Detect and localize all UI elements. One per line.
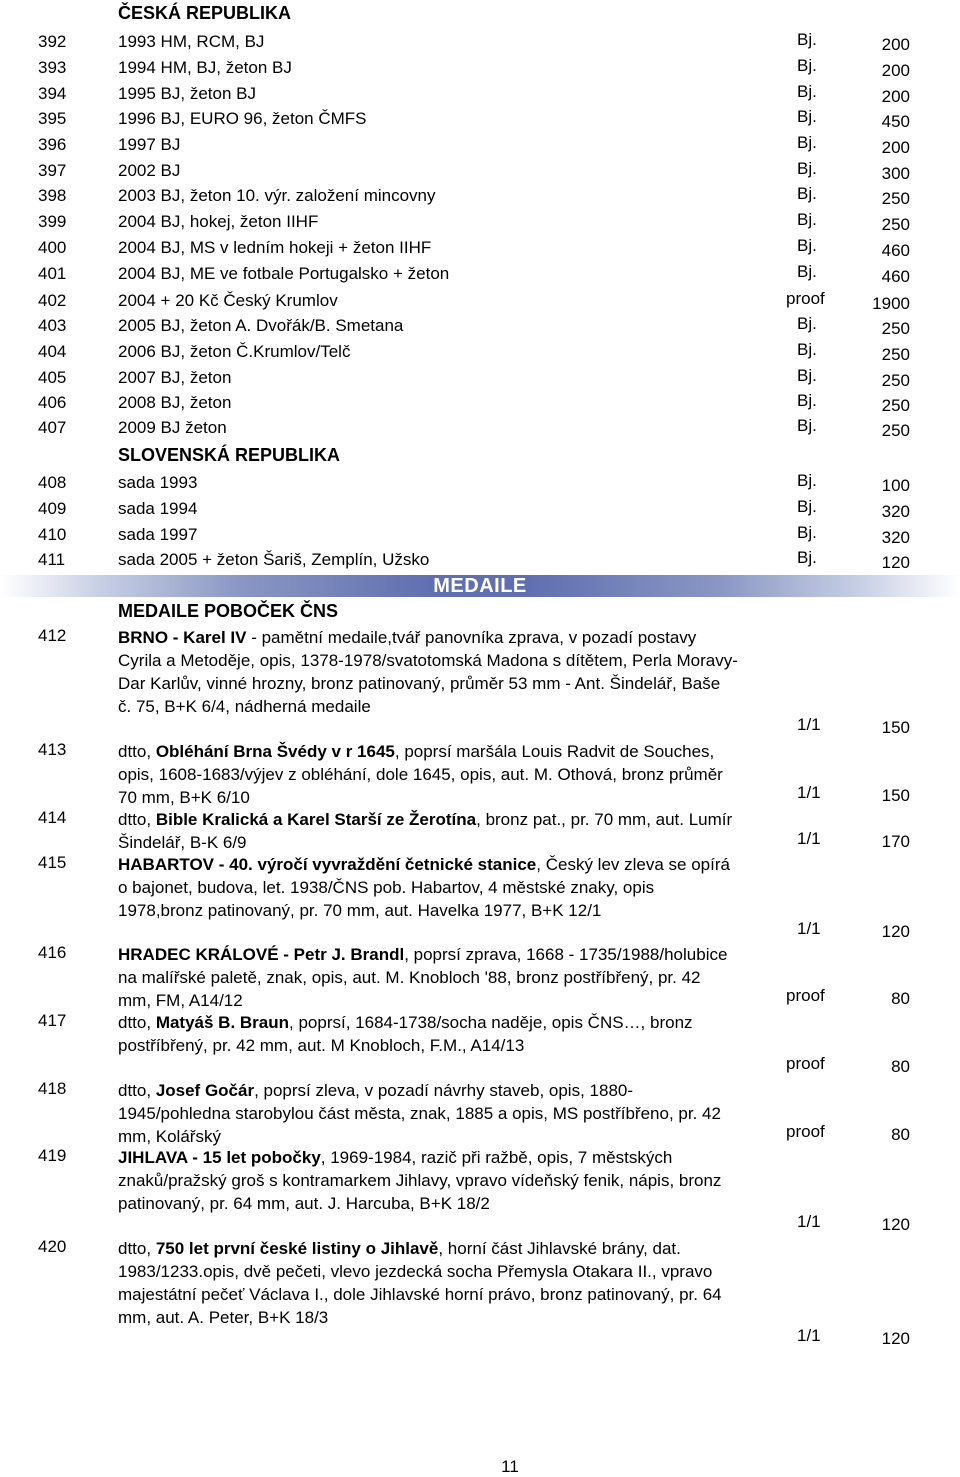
- lot-description: 1997 BJ: [118, 135, 181, 154]
- lot-description: [118, 626, 738, 718]
- lot-price: 320: [881, 528, 910, 547]
- lot-description: [118, 1011, 738, 1057]
- lot-number: 410: [38, 525, 67, 544]
- lot-grade: Bj.: [797, 262, 817, 281]
- lot-number: 393: [38, 58, 67, 77]
- description-part: , horní část Jihlavské brány, dat. 1983/1233.opis, dvě pečeti, vlevo jezdecká socha Přemysla Otakara II., vpravo majestátní pečeť Václava I., dole Jihlavské horní právo, bronz patinovaný, pr. 64 mm, aut. A. Peter, B+K 18/3: [118, 1239, 722, 1327]
- lot-grade: Bj.: [797, 497, 817, 516]
- lot-grade: Bj.: [797, 471, 817, 490]
- lot-description: [118, 943, 738, 1012]
- catalog-row: [0, 548, 960, 573]
- lot-grade: Bj.: [797, 391, 817, 410]
- lot-description: [118, 853, 738, 922]
- lot-number: 419: [38, 1146, 67, 1165]
- lot-grade: Bj.: [797, 340, 817, 359]
- description-part: , Český lev zleva se opírá o bajonet, budova, let. 1938/ČNS pob. Habartov, 4 městské znaky, opis 1978,bronz patinovaný, pr. 70 mm, aut. Havelka 1977, B+K 12/1: [118, 855, 730, 920]
- lot-grade: Bj.: [797, 184, 817, 203]
- lot-number: 414: [38, 808, 67, 827]
- description-part: , 1969-1984, razič při ražbě, opis, 7 městských znaků/pražský groš s kontramarkem Jihlavy, vpravo vídeňský fenik, nápis, bronz patinovaný, pr. 64 mm, aut. J. Harcuba, B+K 18/2: [118, 1148, 722, 1213]
- lot-price: 80: [891, 1057, 910, 1076]
- lot-number: 402: [38, 291, 67, 310]
- catalog-row: [0, 289, 960, 314]
- lot-price: 200: [881, 138, 910, 157]
- lot-price: 200: [881, 35, 910, 54]
- lot-number: 413: [38, 740, 67, 759]
- lot-price: 250: [881, 421, 910, 440]
- lot-number: 408: [38, 473, 67, 492]
- lot-price: 150: [881, 786, 910, 805]
- lot-grade: Bj.: [797, 366, 817, 385]
- catalog-row: [0, 184, 960, 209]
- lot-grade: Bj.: [797, 107, 817, 126]
- lot-description: [118, 808, 738, 854]
- lot-price: 460: [881, 241, 910, 260]
- description-part: , poprsí, 1684-1738/socha naděje, opis ČNS…, bronz postříbřený, pr. 42 mm, aut. M Knobloch, F.M., A14/13: [118, 1013, 693, 1055]
- section-title-slovak: SLOVENSKÁ REPUBLIKA: [118, 445, 341, 465]
- catalog-row: [0, 340, 960, 365]
- lot-grade: proof: [786, 1054, 825, 1073]
- lot-number: 397: [38, 161, 67, 180]
- description-bold-part: Obléhání Brna Švédy v r 1645: [155, 742, 395, 761]
- lot-price: 80: [891, 1125, 910, 1144]
- lot-price: 250: [881, 215, 910, 234]
- lot-number: 418: [38, 1079, 67, 1098]
- description-part: - pamětní medaile,tvář panovníka zprava, v pozadí postavy Cyrila a Metoděje, opis, 1378-1978/svatotomská Madona s dítětem, Perla Moravy- Dar Karlův, vinné hrozny, bronz patinovaný, průměr 53 mm - Ant. Šindelář, Baše č. 75, B+K 6/4, nádherná medaile: [118, 628, 738, 716]
- lot-description: 2004 + 20 Kč Český Krumlov: [118, 291, 338, 310]
- lot-description: 2004 BJ, ME ve fotbale Portugalsko + žeton: [118, 264, 450, 283]
- medals-banner-label: MEDAILE: [433, 575, 527, 597]
- lot-grade: 1/1: [797, 1212, 821, 1231]
- lot-price: 250: [881, 396, 910, 415]
- lot-description: sada 1994: [118, 499, 198, 518]
- lot-number: 420: [38, 1237, 67, 1256]
- lot-number: 405: [38, 368, 67, 387]
- lot-grade: proof: [786, 1122, 825, 1141]
- lot-grade: 1/1: [797, 829, 821, 848]
- lot-description: [118, 1146, 738, 1215]
- catalog-row: [0, 523, 960, 548]
- lot-grade: 1/1: [797, 1326, 821, 1345]
- lot-description: 2004 BJ, hokej, žeton IIHF: [118, 212, 319, 231]
- catalog-row: [0, 471, 960, 496]
- lot-price: 250: [881, 319, 910, 338]
- lot-description: 1995 BJ, žeton BJ: [118, 84, 256, 103]
- lot-number: 406: [38, 393, 67, 412]
- lot-price: 200: [881, 87, 910, 106]
- lot-number: 415: [38, 853, 67, 872]
- lot-number: 409: [38, 499, 67, 518]
- lot-price: 100: [881, 476, 910, 495]
- lot-price: 170: [881, 832, 910, 851]
- lot-price: 250: [881, 371, 910, 390]
- lot-description: 2008 BJ, žeton: [118, 393, 232, 412]
- lot-price: 120: [881, 553, 910, 572]
- description-part: , bronz pat., pr. 70 mm, aut. Lumír Šindelář, B-K 6/9: [118, 810, 733, 852]
- lot-price: 250: [881, 189, 910, 208]
- catalog-row: [0, 497, 960, 522]
- lot-number: 411: [38, 550, 66, 569]
- description-part: dtto,: [118, 1239, 156, 1258]
- description-part: , poprsí zprava, 1668 - 1735/1988/holubice na malířské paletě, znak, opis, aut. M. Knobloch '88, bronz postříbřený, pr. 42 mm, FM, A14/12: [118, 945, 728, 1010]
- lot-number: 416: [38, 943, 67, 962]
- catalog-row: [0, 30, 960, 55]
- lot-price: 250: [881, 345, 910, 364]
- lot-description: 2005 BJ, žeton A. Dvořák/B. Smetana: [118, 316, 404, 335]
- lot-price: 200: [881, 61, 910, 80]
- lot-grade: 1/1: [797, 783, 821, 802]
- lot-price: 120: [881, 1215, 910, 1234]
- description-bold-part: JIHLAVA - 15 let pobočky: [118, 1148, 321, 1167]
- lot-number: 395: [38, 109, 67, 128]
- lot-description: sada 1993: [118, 473, 198, 492]
- lot-description: 2007 BJ, žeton: [118, 368, 232, 387]
- lot-price: 120: [881, 1329, 910, 1348]
- lot-grade: Bj.: [797, 236, 817, 255]
- catalog-row: [0, 133, 960, 158]
- lot-number: 401: [38, 264, 67, 283]
- lot-price: 1900: [872, 294, 910, 313]
- catalog-row: [0, 210, 960, 235]
- lot-grade: proof: [786, 986, 825, 1005]
- lot-price: 320: [881, 502, 910, 521]
- description-part: dtto,: [118, 1081, 156, 1100]
- description-part: , poprsí maršála Louis Radvit de Souches, opis, 1608-1683/výjev z obléhání, dole 1645, opis, aut. M. Othová, bronz průměr 70 mm, B+K 6/10: [118, 742, 723, 807]
- description-part: dtto,: [118, 742, 156, 761]
- lot-description: 2009 BJ žeton: [118, 418, 227, 437]
- catalog-row: [0, 416, 960, 441]
- catalog-row: [0, 159, 960, 184]
- lot-grade: Bj.: [797, 314, 817, 333]
- lot-price: 450: [881, 112, 910, 131]
- medals-banner: [0, 575, 960, 597]
- lot-number: 412: [38, 626, 67, 645]
- lot-description: [118, 740, 738, 809]
- description-bold-part: BRNO - Karel IV: [118, 628, 247, 647]
- lot-description: [118, 1079, 738, 1148]
- description-part: dtto,: [118, 810, 156, 829]
- description-bold-part: Bible Kralická a Karel Starší ze Žerotína: [155, 810, 477, 829]
- lot-price: 460: [881, 267, 910, 286]
- description-bold-part: HABARTOV - 40. výročí vyvraždění četnické stanice: [118, 855, 537, 874]
- lot-price: 300: [881, 164, 910, 183]
- description-bold-part: 750 let první české listiny o Jihlavě: [155, 1239, 439, 1258]
- lot-description: sada 1997: [118, 525, 198, 544]
- lot-grade: Bj.: [797, 548, 817, 567]
- lot-number: 403: [38, 316, 67, 335]
- description-part: , poprsí zleva, v pozadí návrhy staveb, opis, 1880-1945/pohledna starobylou část města, znak, 1885 a opis, MS postříbřeno, pr. 42 mm, Kolářský: [118, 1081, 721, 1146]
- lot-description: 1994 HM, BJ, žeton BJ: [118, 58, 292, 77]
- lot-price: 120: [881, 922, 910, 941]
- lot-number: 400: [38, 238, 67, 257]
- catalog-row: [0, 82, 960, 107]
- lot-description: 2006 BJ, žeton Č.Krumlov/Telč: [118, 342, 351, 361]
- lot-price: 150: [881, 718, 910, 737]
- catalog-row: [0, 56, 960, 81]
- lot-grade: Bj.: [797, 82, 817, 101]
- catalog-row: [0, 314, 960, 339]
- lot-number: 404: [38, 342, 67, 361]
- lot-description: 2004 BJ, MS v ledním hokeji + žeton IIHF: [118, 238, 432, 257]
- lot-grade: proof: [786, 289, 825, 308]
- catalog-row: [0, 236, 960, 261]
- lot-grade: Bj.: [797, 159, 817, 178]
- description-part: dtto,: [118, 1013, 156, 1032]
- lot-grade: Bj.: [797, 133, 817, 152]
- lot-description: [118, 1237, 738, 1329]
- section-title-czech: ČESKÁ REPUBLIKA: [118, 3, 292, 23]
- lot-grade: 1/1: [797, 715, 821, 734]
- lot-grade: Bj.: [797, 56, 817, 75]
- catalog-row: [0, 391, 960, 416]
- lot-number: 399: [38, 212, 67, 231]
- section-title-medals: MEDAILE POBOČEK ČNS: [118, 601, 339, 621]
- lot-number: 396: [38, 135, 67, 154]
- lot-number: 398: [38, 186, 67, 205]
- lot-number: 417: [38, 1011, 67, 1030]
- lot-number: 407: [38, 418, 67, 437]
- lot-number: 394: [38, 84, 67, 103]
- lot-description: 1996 BJ, EURO 96, žeton ČMFS: [118, 109, 367, 128]
- page-number: 11: [501, 1457, 519, 1476]
- lot-description: 2002 BJ: [118, 161, 181, 180]
- catalog-row: [0, 107, 960, 132]
- lot-number: 392: [38, 32, 67, 51]
- lot-description: sada 2005 + žeton Šariš, Zemplín, Užsko: [118, 550, 430, 569]
- lot-grade: Bj.: [797, 416, 817, 435]
- description-bold-part: HRADEC KRÁLOVÉ - Petr J. Brandl: [118, 945, 405, 964]
- description-bold-part: Josef Gočár: [155, 1081, 255, 1100]
- lot-price: 80: [891, 989, 910, 1008]
- lot-grade: Bj.: [797, 523, 817, 542]
- catalog-row: [0, 366, 960, 391]
- lot-grade: 1/1: [797, 919, 821, 938]
- description-bold-part: Matyáš B. Braun: [155, 1013, 290, 1032]
- catalog-row: [0, 262, 960, 287]
- lot-grade: Bj.: [797, 30, 817, 49]
- lot-grade: Bj.: [797, 210, 817, 229]
- lot-description: 2003 BJ, žeton 10. výr. založení mincovny: [118, 186, 436, 205]
- lot-description: 1993 HM, RCM, BJ: [118, 32, 265, 51]
